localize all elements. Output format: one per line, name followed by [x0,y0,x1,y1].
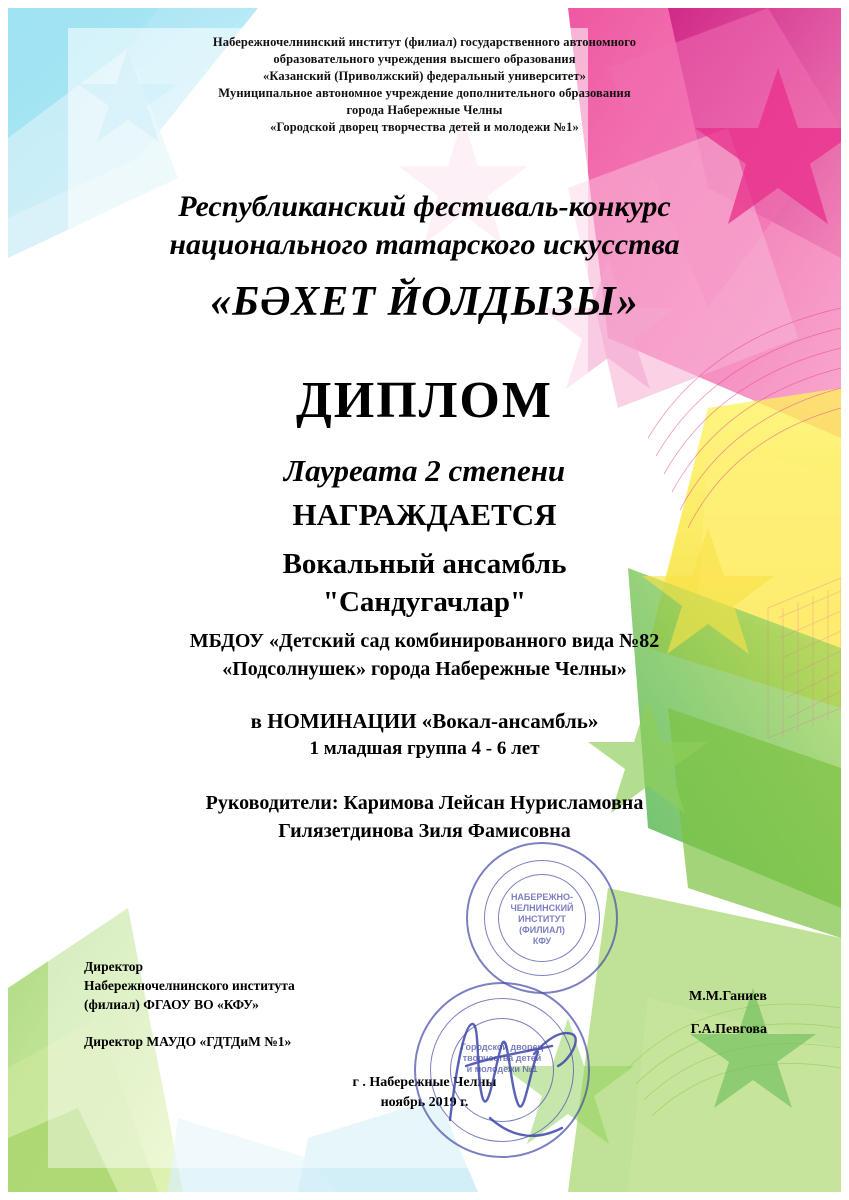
recipient-name [0,545,849,621]
signatory-name-1: М.М.Ганиев [688,989,767,1004]
leaders-line-2: Гилязетдинова Зиля Фамисовна [278,820,571,842]
nomination-block [0,707,849,763]
festival-title [0,188,849,264]
recipient-line-1: Вокальный ансамбль [282,548,567,580]
org-line-1: Набережночелнинский институт (филиал) государственного автономного [212,35,637,49]
org-line-2: образовательного учреждения высшего образования [273,52,576,66]
signature-left-line-2: Набережночелнинского института [84,978,295,993]
diploma-heading: ДИПЛОМ [296,372,553,429]
nomination-line: в НОМИНАЦИИ «Вокал-ансамбль» [250,709,599,733]
org-line-5: города Набережные Челны [346,103,503,117]
signature-left-line-1: Директор [84,959,144,974]
institution-line-2: «Подсолнушек» города Набережные Челны» [222,658,627,680]
festival-name: «БӘХЕТ ЙОЛДЫЗЫ» [210,279,639,325]
org-line-4: Муниципальное автономное учреждение дополнительного образования [218,86,631,100]
award-degree: Лауреата 2 степени [283,453,566,488]
institute-stamp [466,842,618,994]
date-line: ноябрь 2019 г. [380,1095,469,1110]
institute-stamp-text: НАБЕРЕЖНО- ЧЕЛНИНСКИЙ ИНСТИТУТ (ФИЛИАЛ) КФУ [510,892,574,946]
signature-left-block [84,957,295,1051]
awarded-label: НАГРАЖДАЕТСЯ [292,497,557,532]
recipient-institution [0,627,849,683]
institution-line-1: МБДОУ «Детский сад комбинированного вида №82 [189,630,660,652]
leaders-block [0,789,849,845]
org-line-6: «Городской дворец творчества детей и молодежи №1» [270,120,579,134]
festival-title-line-2: национального татарского искусства [169,228,680,261]
organization-header [0,34,849,136]
palace-stamp-text: Городской дворец творчества детей и молодежи №1 [460,1042,544,1074]
signature-left-line-4: Директор МАУДО «ГДТДиМ №1» [84,1034,292,1049]
age-group-line: 1 младшая группа 4 - 6 лет [309,738,540,759]
signatory-name-2: Г.А.Певгова [690,1022,767,1037]
signature-left-line-3: (филиал) ФГАОУ ВО «КФУ» [84,997,259,1012]
org-line-3: «Казанский (Приволжский) федеральный университет» [263,69,586,83]
handwritten-signature [430,1000,610,1150]
festival-title-line-1: Республиканский фестиваль-конкурс [178,190,671,223]
signature-right-block [689,987,767,1039]
leaders-line-1: Руководители: Каримова Лейсан Нурисламовна [205,792,644,814]
recipient-line-2: "Сандугачлар" [322,586,527,618]
place-line: г . Набережные Челны [352,1075,497,1090]
